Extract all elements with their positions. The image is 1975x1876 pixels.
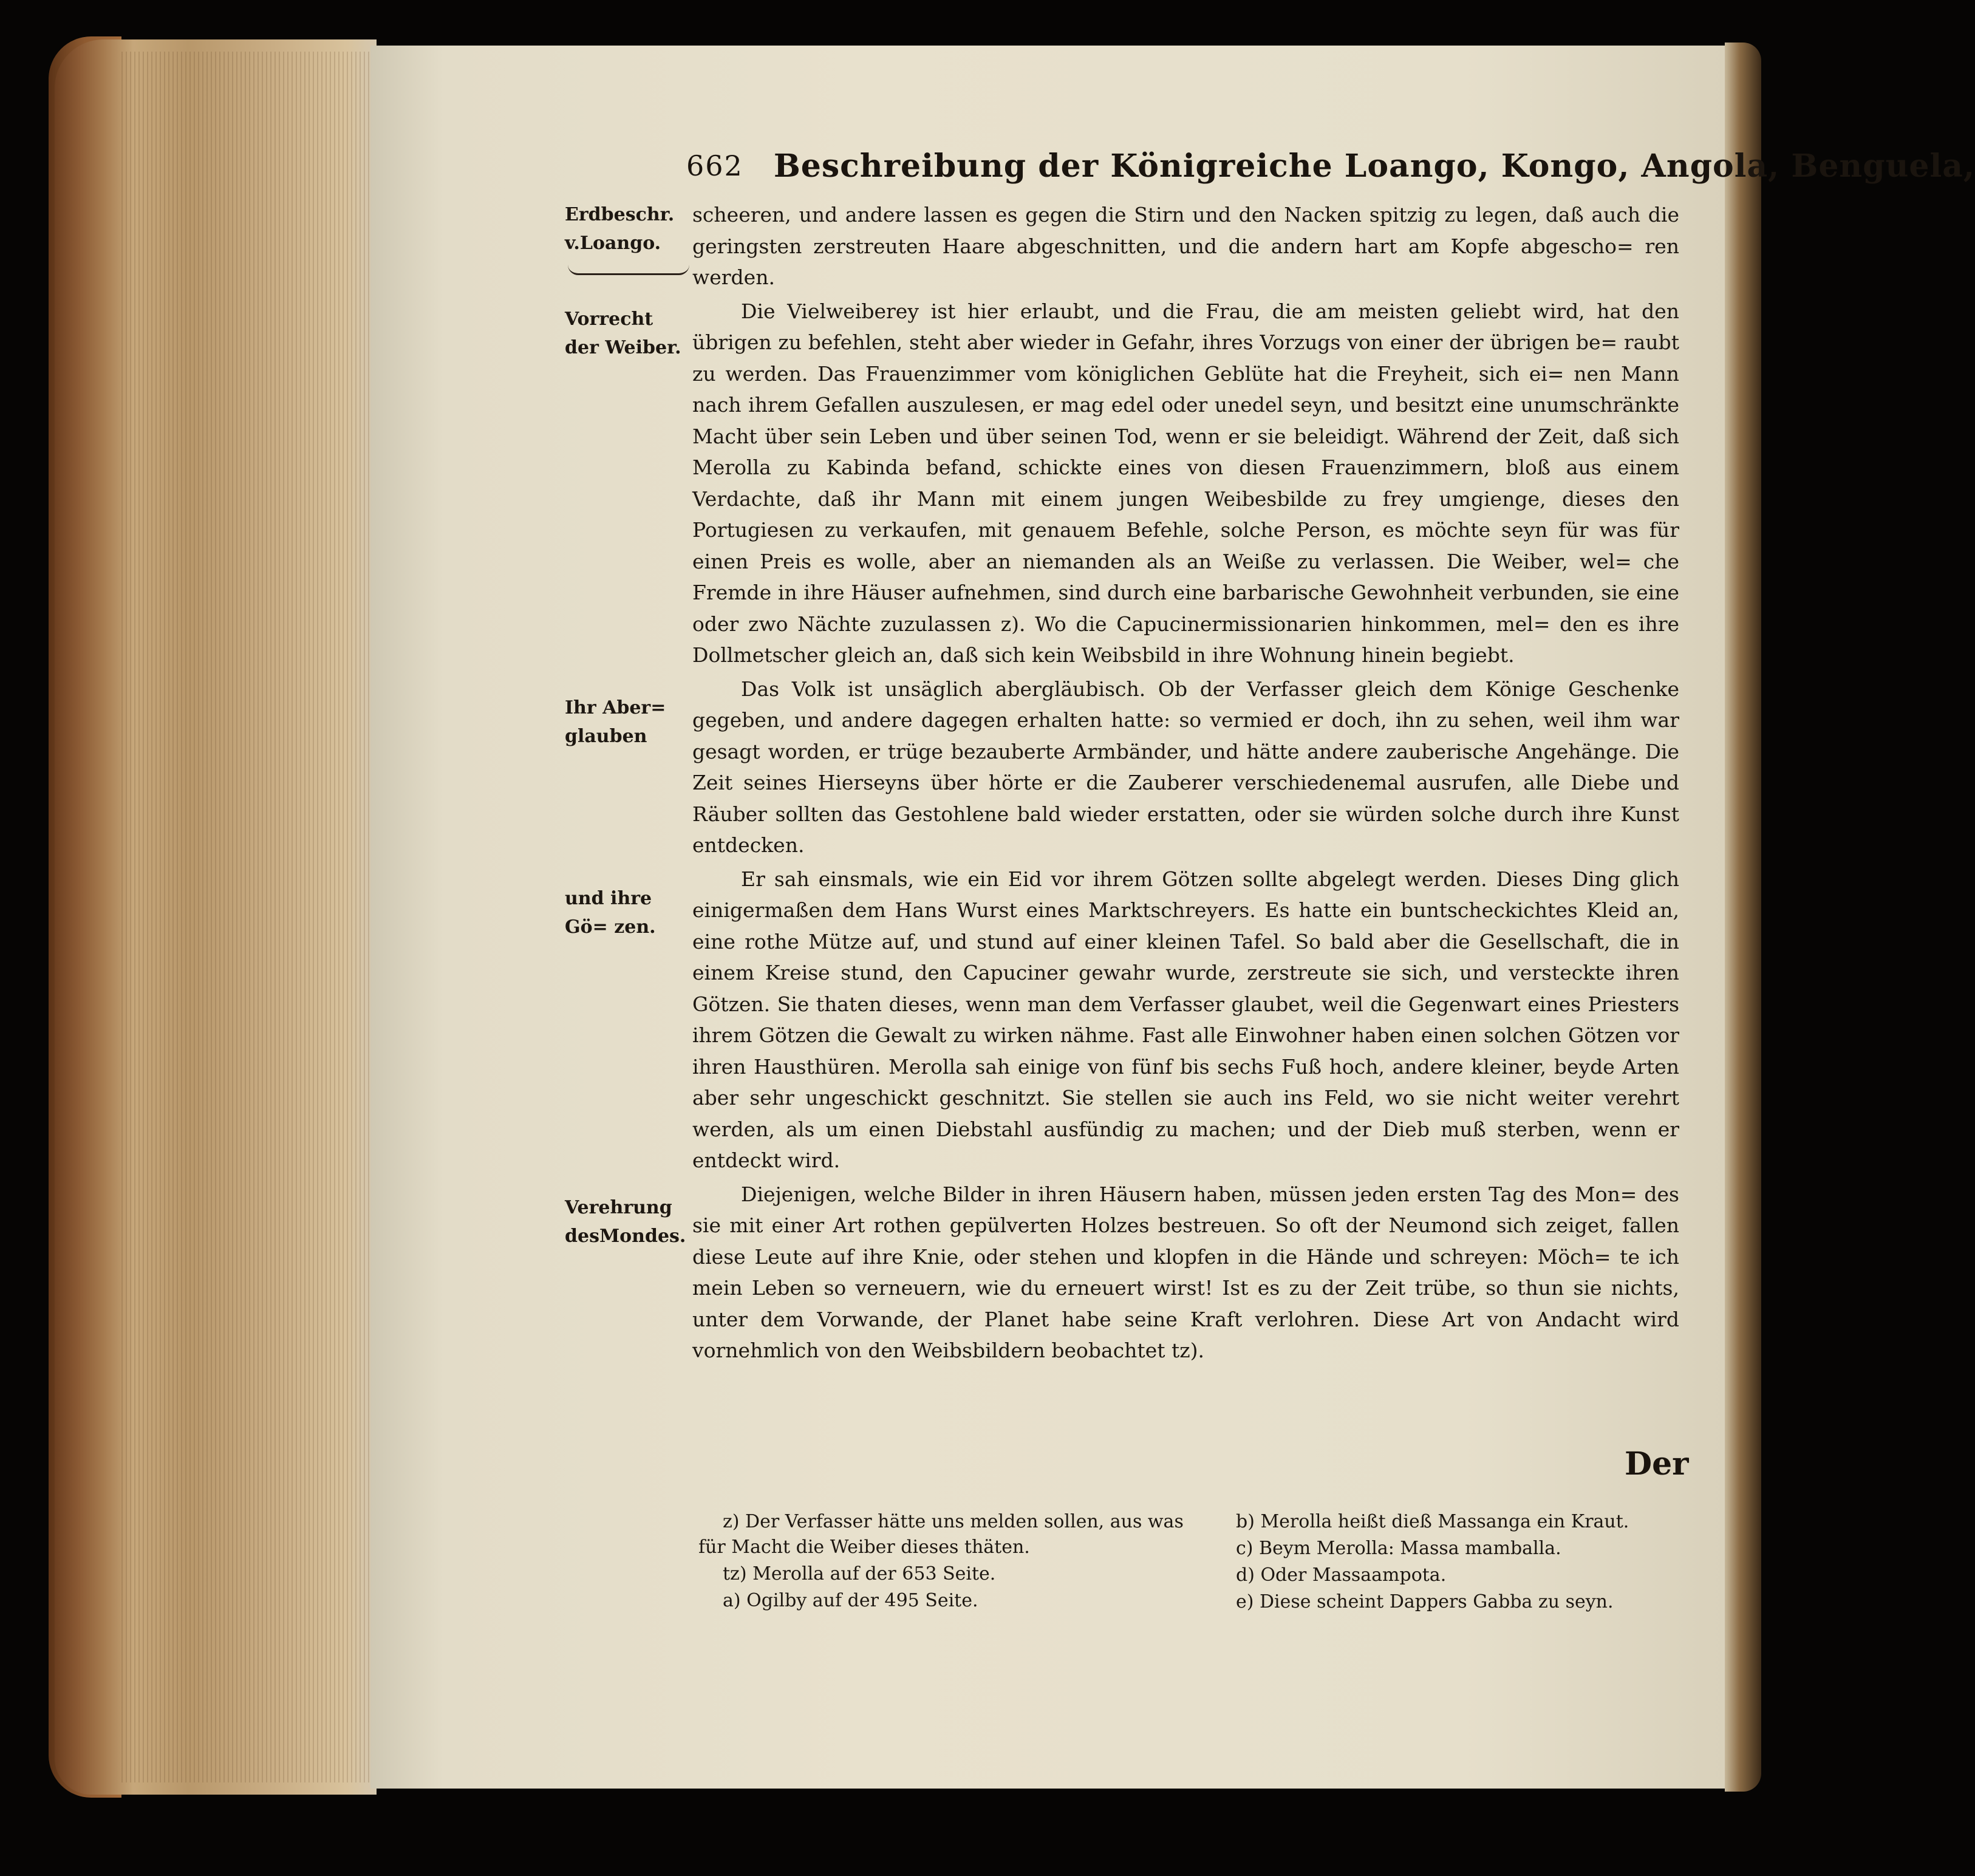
catchword: Der xyxy=(1625,1445,1689,1482)
footnotes-left xyxy=(698,1509,1202,1615)
margin-note-aberglauben: Ihr Aber= glauben xyxy=(565,697,666,747)
footnote: a) Ogilby auf der 495 Seite. xyxy=(723,1590,978,1611)
margin-note-vorrecht: Vorrecht der Weiber. xyxy=(565,309,681,358)
footnotes-right xyxy=(1236,1509,1697,1616)
page-number: 662 xyxy=(686,149,743,182)
footnote: b) Merolla heißt dieß Massanga ein Kraut. xyxy=(1236,1511,1629,1532)
footnote: e) Diese scheint Dappers Gabba zu seyn. xyxy=(1236,1591,1614,1612)
paragraph: Er sah einsmals, wie ein Eid vor ihrem Götzen sollte abgelegt werden. Dieses Ding glich einigermaßen dem Hans Wurst eines Marktschreyers. Es hatte ein buntscheckichtes Kleid an, eine rothe Mütze auf, und stund auf einer kleinen Tafel. So bald aber die Gesellschaft, die in einem Kreise stund, den Capuciner gewahr wurde, zerstreute sie sich, und versteckte ihren Götzen. Sie thaten dieses, wenn man dem Verfasser glaubet, weil die Gegenwart eines Priesters ihrem Götzen die Gewalt zu wirken nähme. Fast alle Einwohner haben einen solchen Götzen vor ihren Hausthüren. Merolla sah einige von fünf bis sechs Fuß hoch, andere kleiner, beyde Arten aber sehr ungeschickt geschnitzt. Sie stellen sie auch ins Feld, wo sie nicht weiter verehrt werden, als um einen Diebstahl ausfündig zu machen; und der Dieb muß sterben, wenn er entdeckt wird. xyxy=(692,867,1679,1172)
margin-note-goetzen: und ihre Gö= zen. xyxy=(565,888,656,938)
margin-note-erdbeschreibung: Erdbeschr. v.Loango. xyxy=(565,204,675,254)
footnote: d) Oder Massaampota. xyxy=(1236,1564,1447,1586)
footnote: c) Beym Merolla: Massa mamballa. xyxy=(1236,1538,1561,1559)
page-block-edge xyxy=(55,39,377,1795)
margin-note-underline xyxy=(568,265,689,275)
running-title: Beschreibung der Königreiche Loango, Kongo, Angola, Benguela, xyxy=(773,147,1975,185)
paragraph: Die Vielweiberey ist hier erlaubt, und die Frau, die am meisten geliebt wird, hat den übrigen zu befehlen, steht aber wieder in Gefahr, ihres Vorzugs von einer der übrigen be= raubt zu werden. Das Frauenzimmer vom königlichen Geblüte hat die Freyheit, sich ei= nen Mann nach ihrem Gefallen auszulesen, er mag edel oder unedel seyn, und besitzt eine unumschränkte Macht über sein Leben und über seinen Tod, wenn er sie beleidigt. Während der Zeit, daß sich Merolla zu Kabinda befand, schickte eines von diesen Frauenzimmern, bloß aus einem Verdachte, daß ihr Mann mit einem jungen Weibesbilde zu frey umgienge, dieses den Portugiesen zu verkaufen, mit genauem Befehle, solche Person, es möchte seyn für was für einen Preis es wolle, aber an niemanden als an Weiße zu verlassen. Die Weiber, wel= che Fremde in ihre Häuser aufnehmen, sind durch eine barbarische Gewohnheit verbunden, sie eine oder zwo Nächte zuzulassen z). Wo die Capucinermissionarien hinkommen, mel= den es ihre Dollmetscher gleich an, daß sich kein Weibsbild in ihre Wohnung hinein begiebt. xyxy=(692,299,1679,667)
footnote: tz) Merolla auf der 653 Seite. xyxy=(723,1563,996,1584)
footnote: z) Der Verfasser hätte uns melden sollen, aus was für Macht die Weiber dieses thäten. xyxy=(698,1511,1184,1558)
paragraph: Das Volk ist unsäglich abergläubisch. Ob der Verfasser gleich dem Könige Geschenke gegeben, und andere dagegen erhalten hatte: so vermied er doch, ihn zu sehen, weil ihm war gesagt worden, er trüge bezauberte Armbänder, und hätte andere zauberische Angehänge. Die Zeit seines Hierseyns über hörte er die Zauberer verschiedenemal ausrufen, alle Diebe und Räuber sollten das Gestohlene bald wieder erstatten, oder sie würden solche durch ihre Kunst entdecken. xyxy=(692,677,1679,857)
paragraph: scheeren, und andere lassen es gegen die Stirn und den Nacken spitzig zu legen, daß auch die geringsten zerstreuten Haare abgeschnitten, und die andern hart am Kopfe abgescho= ren werden. xyxy=(692,203,1679,289)
margin-note-mond: Verehrung desMondes. xyxy=(565,1197,686,1247)
page-header xyxy=(686,145,1975,187)
main-text xyxy=(692,199,1679,1369)
right-page-edge xyxy=(1725,43,1761,1792)
paragraph: Diejenigen, welche Bilder in ihren Häusern haben, müssen jeden ersten Tag des Mon= des sie mit einer Art rothen gepülverten Holzes bestreuen. So oft der Neumond sich zeiget, fallen diese Leute auf ihre Knie, oder stehen und klopfen in die Hände und schreyen: Möch= te ich mein Leben so verneuern, wie du erneuert wirst! Ist es zu der Zeit trübe, so thun sie nichts, unter dem Vorwande, der Planet habe seine Kraft verlohren. Diese Art von Andacht wird vornehmlich von den Weibsbildern beobachtet tz). xyxy=(692,1182,1679,1362)
